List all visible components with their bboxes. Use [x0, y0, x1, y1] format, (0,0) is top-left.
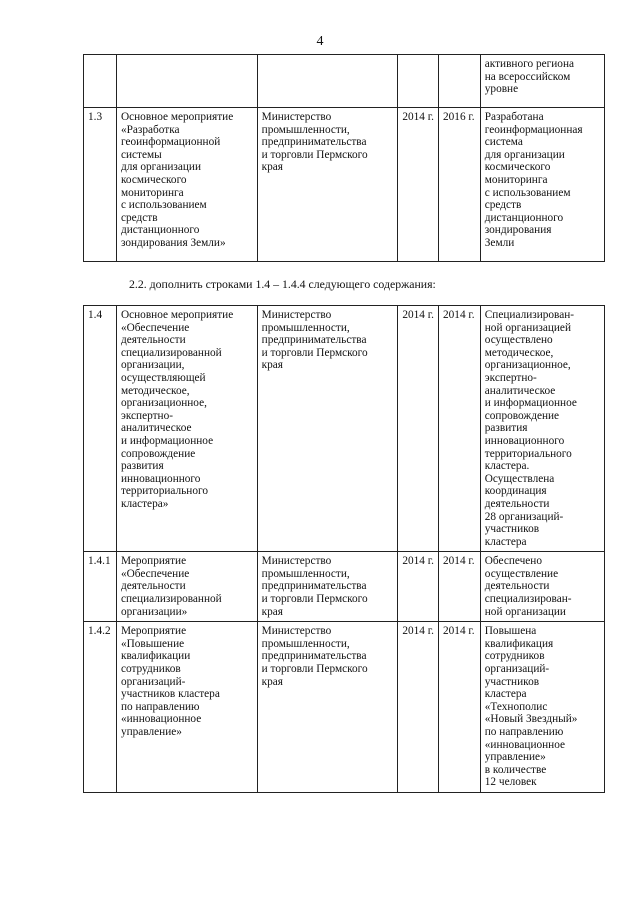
start-year: 2014 г. — [398, 552, 439, 622]
end-year: 2014 г. — [439, 622, 481, 793]
activity-name: Мероприятие «Обеспечение деятельности специализированной организации» — [116, 552, 257, 622]
program-table-continued — [83, 54, 605, 262]
activity-name: Основное мероприятие «Разработка геоинформационной системы для организации космического мониторинга с использованием средств дистанционного зондирования Земли» — [116, 108, 257, 262]
table-row — [84, 55, 605, 108]
program-table-additions — [83, 305, 605, 793]
expected-result: Разработана геоинформационная система для организации космического мониторинга с использованием средств дистанционного зондирования Земли — [480, 108, 604, 262]
executor: Министерство промышленности, предпринимательства и торговли Пермского края — [257, 622, 398, 793]
row-number: 1.4 — [84, 306, 117, 552]
row-number — [84, 55, 117, 108]
start-year: 2014 г. — [398, 306, 439, 552]
end-year — [439, 55, 481, 108]
row-number: 1.4.2 — [84, 622, 117, 793]
start-year: 2014 г. — [398, 108, 439, 262]
table-row — [84, 108, 605, 262]
executor: Министерство промышленности, предпринимательства и торговли Пермского края — [257, 306, 398, 552]
end-year: 2016 г. — [439, 108, 481, 262]
expected-result: активного региона на всероссийском уровне — [480, 55, 604, 108]
amendment-text: 2.2. дополнить строками 1.4 – 1.4.4 следующего содержания: — [129, 277, 436, 291]
row-number: 1.3 — [84, 108, 117, 262]
activity-name: Мероприятие «Повышение квалификации сотрудников организаций- участников кластера по направлению «инновационное управление» — [116, 622, 257, 793]
table-row — [84, 622, 605, 793]
executor: Министерство промышленности, предпринимательства и торговли Пермского края — [257, 552, 398, 622]
activity-name: Основное мероприятие «Обеспечение деятельности специализированной организации, осуществляющей методическое, организационное, экспертно- аналитическое и информационное сопровождение развития инновационного территориального кластера» — [116, 306, 257, 552]
end-year: 2014 г. — [439, 552, 481, 622]
expected-result: Обеспечено осуществление деятельности специализирован- ной организации — [480, 552, 604, 622]
expected-result: Специализирован- ной организацией осуществлено методическое, организационное, экспертно- аналитическое и информационное сопровождение развития инновационного территориального кластера. Осуществлена координация деятельности 28 организаций- участников кластера — [480, 306, 604, 552]
table-row — [84, 306, 605, 552]
row-number: 1.4.1 — [84, 552, 117, 622]
start-year: 2014 г. — [398, 622, 439, 793]
table-row — [84, 552, 605, 622]
executor: Министерство промышленности, предпринимательства и торговли Пермского края — [257, 108, 398, 262]
end-year: 2014 г. — [439, 306, 481, 552]
activity-name — [116, 55, 257, 108]
start-year — [398, 55, 439, 108]
executor — [257, 55, 398, 108]
expected-result: Повышена квалификация сотрудников организаций- участников кластера «Технополис «Новый Звездный» по направлению «инновационное управление» в количестве 12 человек — [480, 622, 604, 793]
page-number: 4 — [316, 34, 324, 49]
